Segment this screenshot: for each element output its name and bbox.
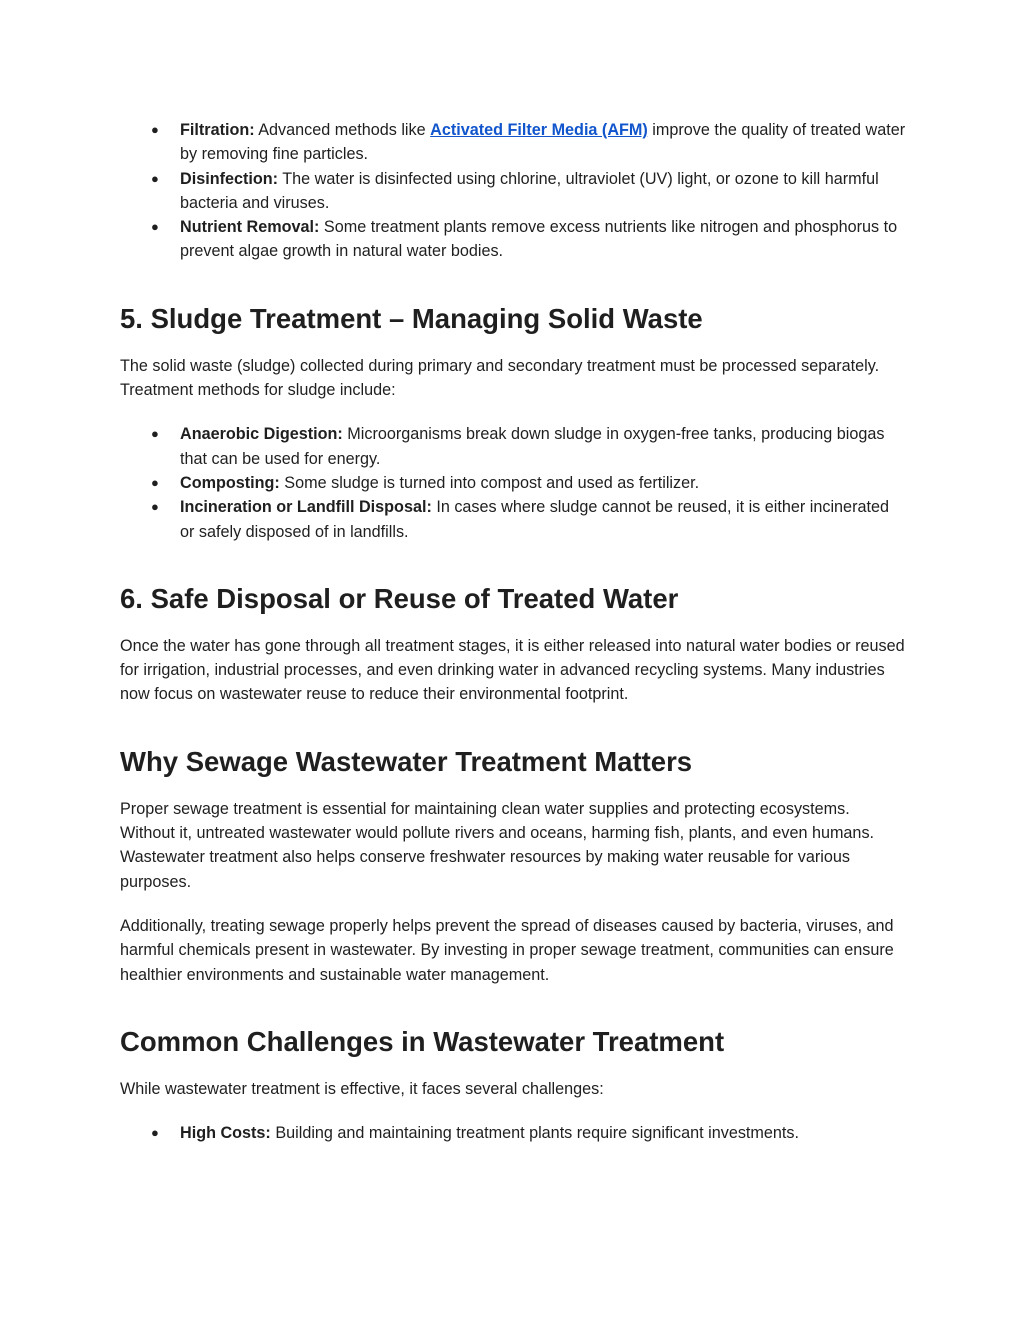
list-item-high-costs — [120, 1121, 906, 1145]
section-paragraph: Proper sewage treatment is essential for maintaining clean water supplies and protecting ecosystems. Without it, untreated wastewater would pollute rivers and oceans, harming fish, plants, and even humans. Wastewater treatment also helps conserve freshwater resources by making water reusable for various purposes. — [120, 799, 875, 891]
list-item-text: Advanced methods like — [254, 121, 431, 139]
list-item-term: Anaerobic Digestion: — [180, 425, 343, 444]
bullet-icon: ● — [151, 122, 159, 137]
list-item-term: Composting: — [180, 473, 280, 492]
list-item-term: Filtration: — [180, 121, 255, 139]
list-item-term: Disinfection: — [180, 169, 279, 188]
afm-link[interactable]: Activated Filter Media (AFM) — [430, 121, 648, 139]
bullet-icon: ● — [151, 474, 159, 490]
list-item-disinfection — [120, 167, 906, 216]
challenges-list — [120, 1121, 906, 1145]
bullet-icon: ● — [151, 1125, 159, 1141]
section-paragraph: While wastewater treatment is effective, it faces several challenges: — [120, 1079, 604, 1098]
list-item-term: Nutrient Removal: — [180, 218, 320, 237]
list-item-text: Microorganisms break down sludge in oxygen-free tanks, producing biogas that can be used for energy. — [180, 425, 885, 468]
document-page — [120, 118, 906, 1145]
bullet-icon: ● — [151, 499, 159, 515]
list-item-term: High Costs: — [180, 1124, 271, 1143]
list-item-text: In cases where sludge cannot be reused, it is either incinerated or safely disposed of in landfills. — [180, 498, 889, 541]
list-item-text: The water is disinfected using chlorine, ultraviolet (UV) light, or ozone to kill harmful bacteria and viruses. — [180, 169, 879, 212]
list-item-incineration — [120, 495, 906, 544]
section-heading-challenges: Common Challenges in Wastewater Treatment — [120, 1025, 725, 1057]
list-item-text: improve the quality of treated water by removing fine particles. — [180, 121, 906, 164]
list-item-anaerobic-digestion — [120, 422, 906, 471]
sludge-methods-list — [120, 422, 906, 543]
list-item-text: Some treatment plants remove excess nutrients like nitrogen and phosphorus to prevent algae growth in natural water bodies. — [180, 218, 898, 261]
bullet-icon: ● — [151, 426, 159, 442]
treatment-methods-list — [120, 118, 906, 264]
list-item-nutrient-removal — [120, 215, 906, 264]
section-paragraph: Once the water has gone through all treatment stages, it is either released into natural water bodies or reused for irrigation, industrial processes, and even drinking water in advanced recycling systems. Many industries now focus on wastewater reuse to reduce their environmental footprint. — [120, 636, 905, 704]
list-item-term: Incineration or Landfill Disposal: — [180, 498, 432, 517]
section-heading-sludge: 5. Sludge Treatment – Managing Solid Waste — [120, 302, 703, 334]
bullet-icon: ● — [151, 219, 159, 235]
section-paragraph: Additionally, treating sewage properly helps prevent the spread of diseases caused by bacteria, viruses, and harmful chemicals present in wastewater. By investing in proper sewage treatment, communities can ensure healthier environments and sustainable water management. — [120, 916, 894, 984]
list-item-filtration — [120, 118, 906, 167]
bullet-icon: ● — [151, 170, 159, 186]
section-heading-disposal: 6. Safe Disposal or Reuse of Treated Water — [120, 582, 679, 614]
list-item-composting — [120, 471, 906, 495]
list-item-text: Building and maintaining treatment plants require significant investments. — [270, 1124, 800, 1143]
list-item-text: Some sludge is turned into compost and used as fertilizer. — [279, 473, 700, 492]
section-paragraph: The solid waste (sludge) collected during primary and secondary treatment must be processed separately. Treatment methods for sludge include: — [120, 356, 880, 400]
section-heading-why: Why Sewage Wastewater Treatment Matters — [120, 745, 693, 777]
